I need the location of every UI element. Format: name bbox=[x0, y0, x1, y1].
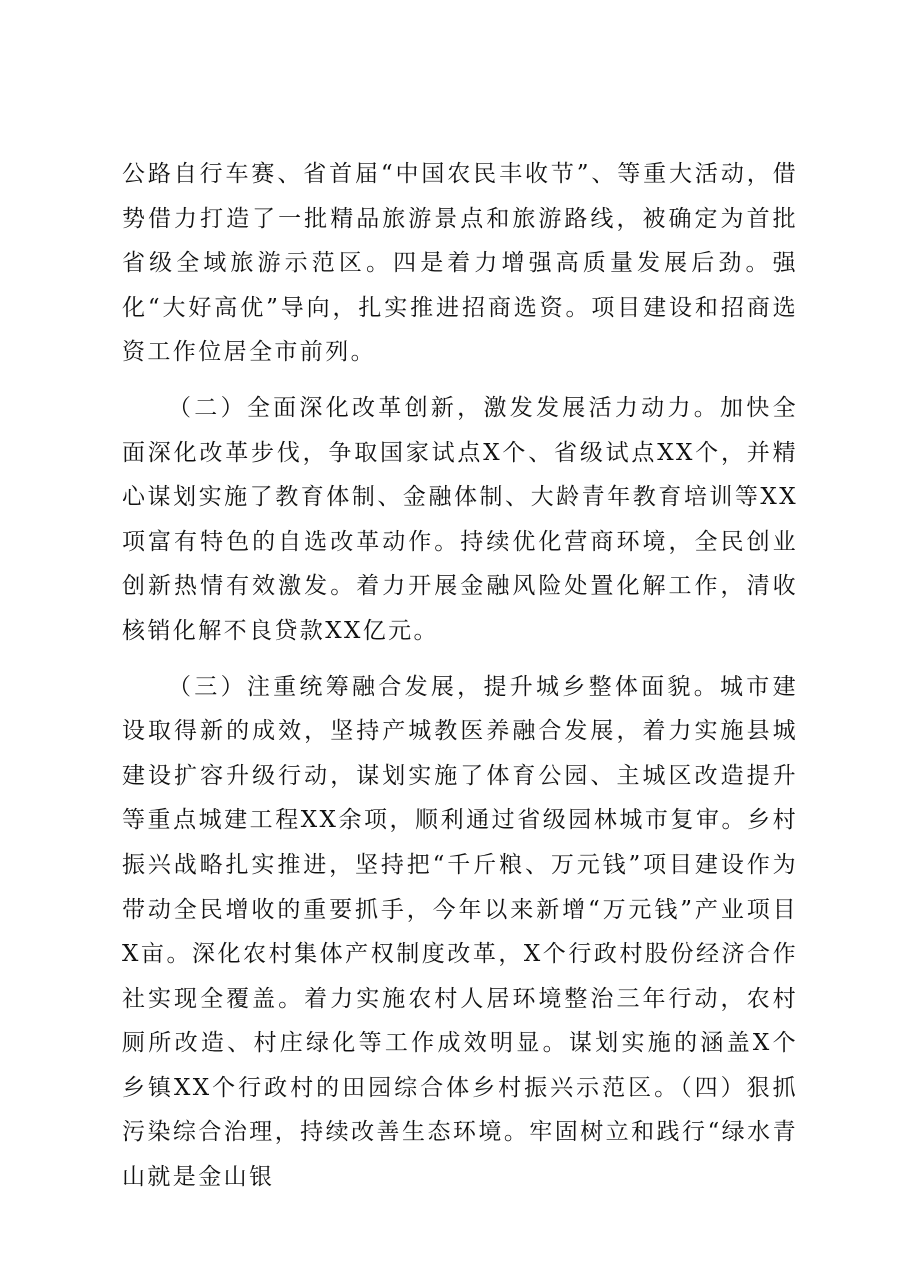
paragraph-section-two: （二）全面深化改革创新，激发发展活力动力。加快全面深化改革步伐，争取国家试点X个、省级试点XX个，并精心谋划实施了教育体制、金融体制、大龄青年教育培训等XX项富有特色的自选改革动作。持续优化营商环境，全民创业创新热情有效激发。着力开展金融风险处置化解工作，清收核销化解不良贷款XX亿元。 bbox=[122, 394, 798, 644]
paragraph-section-three: （三）注重统筹融合发展，提升城乡整体面貌。城市建设取得新的成效，坚持产城教医养融合发展，着力实施县城建设扩容升级行动，谋划实施了体育公园、主城区改造提升等重点城建工程XX余项，顺利通过省级园林城市复审。乡村振兴战略扎实推进，坚持把“千斤粮、万元钱”项目建设作为带动全民增收的重要抓手，今年以来新增“万元钱”产业项目X亩。深化农村集体产权制度改革，X个行政村股份经济合作社实现全覆盖。着力实施农村人居环境整治三年行动，农村厕所改造、村庄绿化等工作成效明显。谋划实施的涵盖X个乡镇XX个行政村的田园综合体乡村振兴示范区。（四）狠抓污染综合治理，持续改善生态环境。牢固树立和践行“绿水青山就是金山银 bbox=[122, 673, 798, 1191]
paragraph-continuation: 公路自行车赛、省首届“中国农民丰收节”、等重大活动，借势借力打造了一批精品旅游景点和旅游路线，被确定为首批省级全域旅游示范区。四是着力增强高质量发展后劲。强化“大好高优”导向，扎实推进招商选资。项目建设和招商选资工作位居全市前列。 bbox=[122, 161, 798, 366]
document-body bbox=[122, 152, 798, 1211]
